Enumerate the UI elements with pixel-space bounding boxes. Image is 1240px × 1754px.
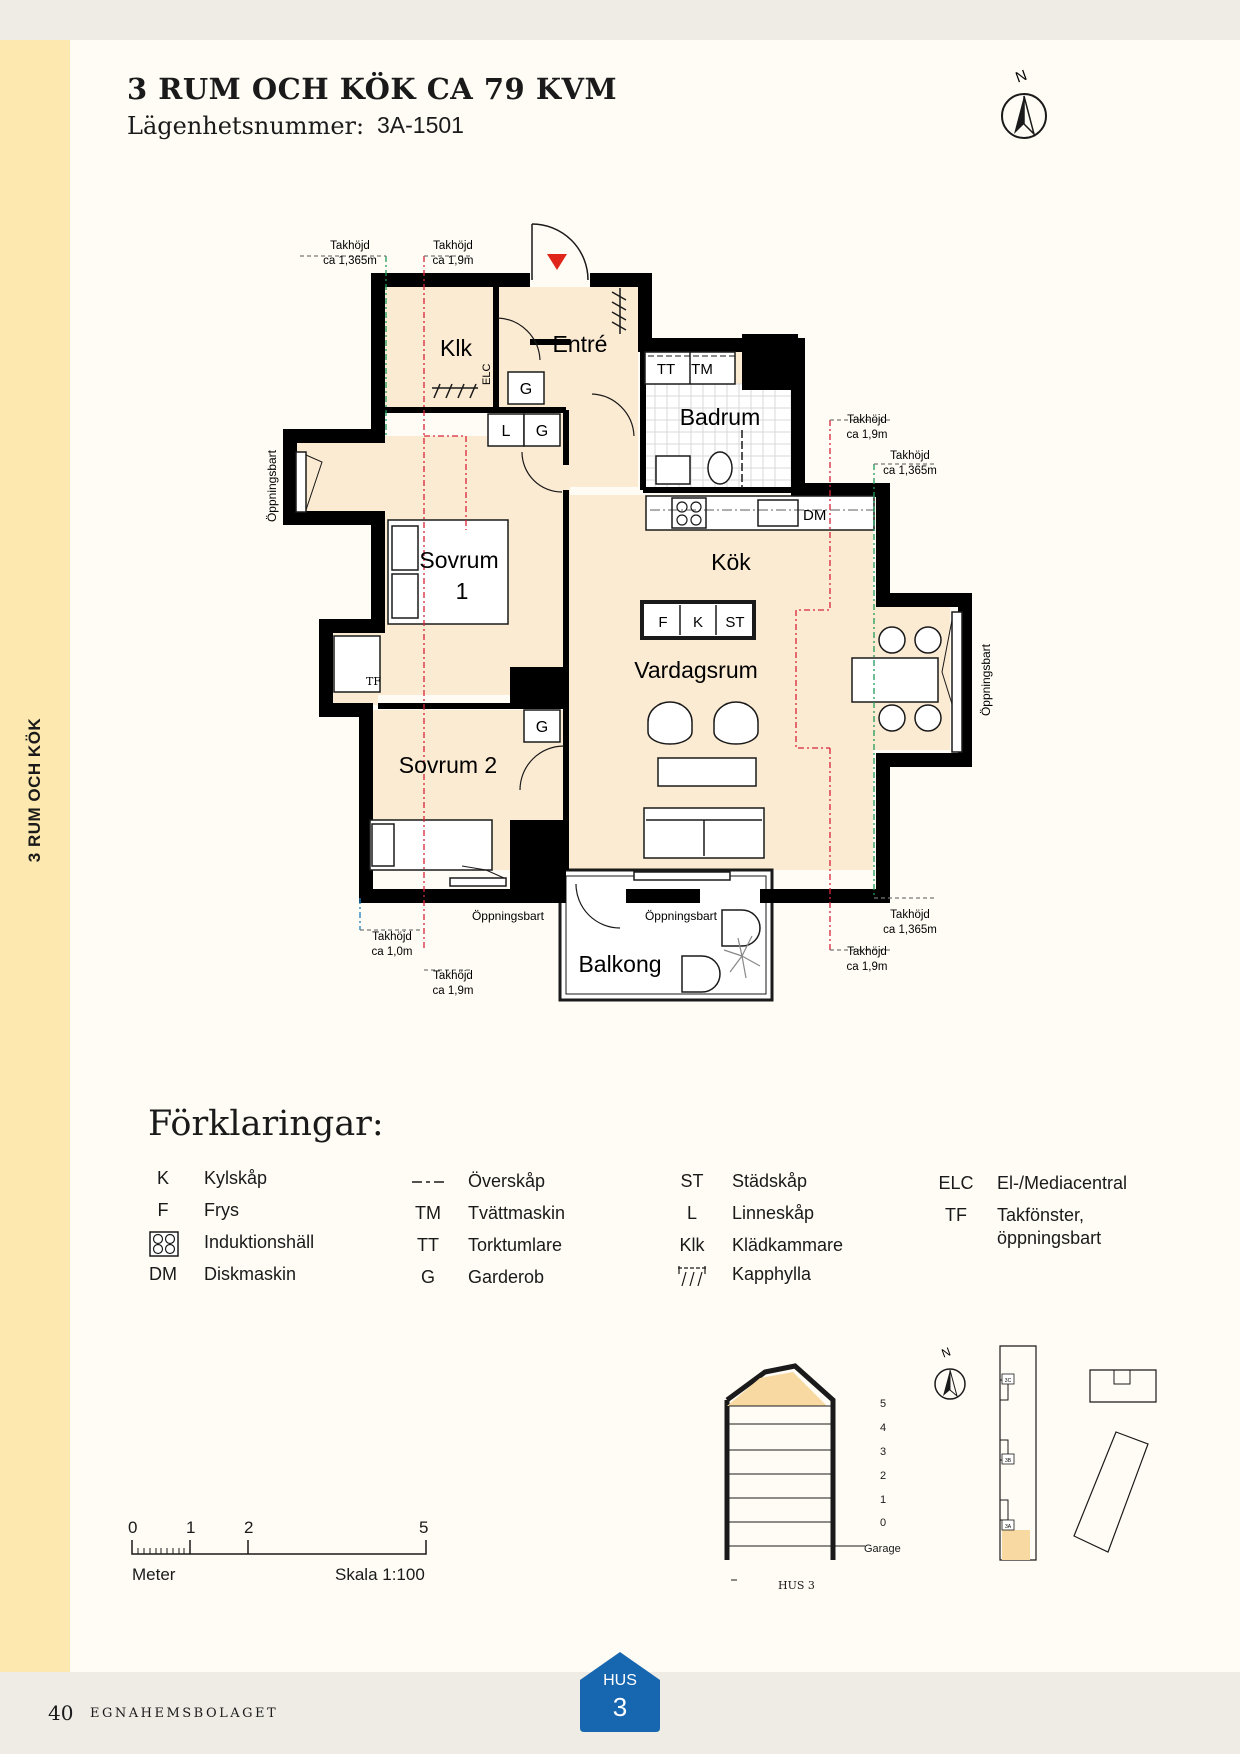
- svg-text:Takhöjd: Takhöjd: [890, 909, 930, 921]
- svg-text:Öppningsbart: Öppningsbart: [471, 909, 545, 923]
- svg-text:3C: 3C: [1004, 1378, 1012, 1384]
- floor-label: 0: [880, 1517, 887, 1529]
- svg-text:F: F: [658, 614, 668, 631]
- bed-2: [370, 820, 492, 870]
- overskap-line-icon: [408, 1177, 448, 1187]
- apartment-label: Lägenhetsnummer:: [127, 112, 365, 140]
- page-title: 3 RUM OCH KÖK CA 79 KVM: [127, 72, 618, 106]
- highlighted-section: [1002, 1530, 1030, 1560]
- brand-name: EGNAHEMSBOLAGET: [90, 1706, 279, 1721]
- svg-text:Takhöjd: Takhöjd: [847, 414, 887, 426]
- house-badge: [578, 1650, 662, 1732]
- tall-cupboards: [642, 602, 754, 638]
- svg-text:Takhöjd: Takhöjd: [433, 240, 473, 252]
- svg-text:Kök: Kök: [711, 549, 751, 575]
- svg-text:TM: TM: [691, 361, 713, 378]
- floor-label: 1: [880, 1494, 887, 1506]
- svg-text:1: 1: [455, 578, 469, 604]
- coat-rack-icon: [676, 1264, 716, 1288]
- svg-text:Vardagsrum: Vardagsrum: [634, 657, 758, 683]
- svg-text:Takhöjd: Takhöjd: [847, 946, 887, 958]
- svg-text:ca 1,9m: ca 1,9m: [432, 985, 474, 997]
- scale-tick-label: 0: [128, 1518, 138, 1537]
- svg-text:Klk: Klk: [440, 335, 472, 361]
- svg-text:Takhöjd: Takhöjd: [890, 450, 930, 462]
- svg-text:L: L: [501, 423, 511, 440]
- column: [510, 667, 566, 706]
- toilet: [708, 452, 732, 484]
- svg-text:G: G: [535, 719, 549, 736]
- svg-text:Balkong: Balkong: [578, 951, 662, 977]
- scale-tick-label: 2: [244, 1518, 254, 1537]
- svg-text:Takhöjd: Takhöjd: [372, 931, 412, 943]
- svg-text:ca 1,365m: ca 1,365m: [883, 465, 937, 477]
- svg-text:ca 1,365m: ca 1,365m: [883, 924, 937, 936]
- svg-text:3A: 3A: [1004, 1524, 1012, 1530]
- floor-label: 4: [880, 1422, 887, 1434]
- side-label: 3 RUM OCH KÖK: [25, 717, 44, 863]
- page-number: 40: [48, 1701, 74, 1725]
- kitchen-sink: [758, 500, 798, 526]
- floor-label: 2: [880, 1470, 887, 1482]
- svg-text:TF: TF: [366, 675, 381, 688]
- scale-tick-label: 5: [419, 1518, 429, 1537]
- floor-label: 5: [880, 1398, 887, 1410]
- induction-hob: [672, 498, 706, 528]
- scale-ratio: Skala 1:100: [335, 1565, 425, 1584]
- scale-tick-label: 1: [186, 1518, 196, 1537]
- sink: [656, 456, 690, 484]
- compass-letter: N: [1013, 66, 1030, 87]
- svg-text:ca 1,9m: ca 1,9m: [432, 255, 474, 267]
- scale-bar: [128, 1538, 428, 1558]
- svg-text:G: G: [519, 381, 533, 398]
- svg-text:G: G: [535, 423, 549, 440]
- dishwasher-label: DM: [803, 507, 827, 524]
- garage-label: Garage: [864, 1543, 901, 1555]
- site-plan: [928, 1340, 1168, 1570]
- badge-line2: 3: [612, 1692, 628, 1722]
- svg-text:Öppningsbart: Öppningsbart: [979, 643, 993, 717]
- svg-text:K: K: [692, 614, 704, 631]
- badge-line1: HUS: [603, 1672, 637, 1689]
- svg-text:Öppningsbart: Öppningsbart: [265, 449, 279, 523]
- entrance-arrow-icon: [547, 254, 567, 270]
- floor-label: 3: [880, 1446, 887, 1458]
- svg-text:Takhöjd: Takhöjd: [433, 970, 473, 982]
- induction-hob-icon: [149, 1231, 189, 1257]
- svg-text:Sovrum 2: Sovrum 2: [398, 752, 498, 778]
- scale-unit: Meter: [132, 1565, 176, 1584]
- svg-text:TT: TT: [656, 361, 676, 378]
- svg-text:Sovrum: Sovrum: [419, 547, 499, 573]
- svg-text:Öppningsbart: Öppningsbart: [644, 909, 718, 923]
- svg-text:Takhöjd: Takhöjd: [330, 240, 370, 252]
- svg-text:ca 1,0m: ca 1,0m: [371, 946, 413, 958]
- svg-text:ca 1,9m: ca 1,9m: [846, 961, 888, 973]
- column: [510, 820, 566, 896]
- legend-title: Förklaringar:: [148, 1104, 384, 1144]
- svg-text:Entré: Entré: [552, 331, 608, 357]
- svg-text:ca 1,365m: ca 1,365m: [323, 255, 377, 267]
- svg-text:3B: 3B: [1004, 1458, 1012, 1464]
- entrance-door: [532, 224, 588, 280]
- svg-text:ca 1,9m: ca 1,9m: [846, 429, 888, 441]
- apartment-number: 3A-1501: [377, 112, 464, 138]
- shaft: [742, 334, 798, 390]
- svg-text:ST: ST: [725, 614, 745, 631]
- building-name: HUS 3: [778, 1579, 815, 1592]
- svg-text:Badrum: Badrum: [679, 404, 761, 430]
- elc-label: ELC: [481, 363, 493, 385]
- svg-text:N: N: [939, 1344, 953, 1361]
